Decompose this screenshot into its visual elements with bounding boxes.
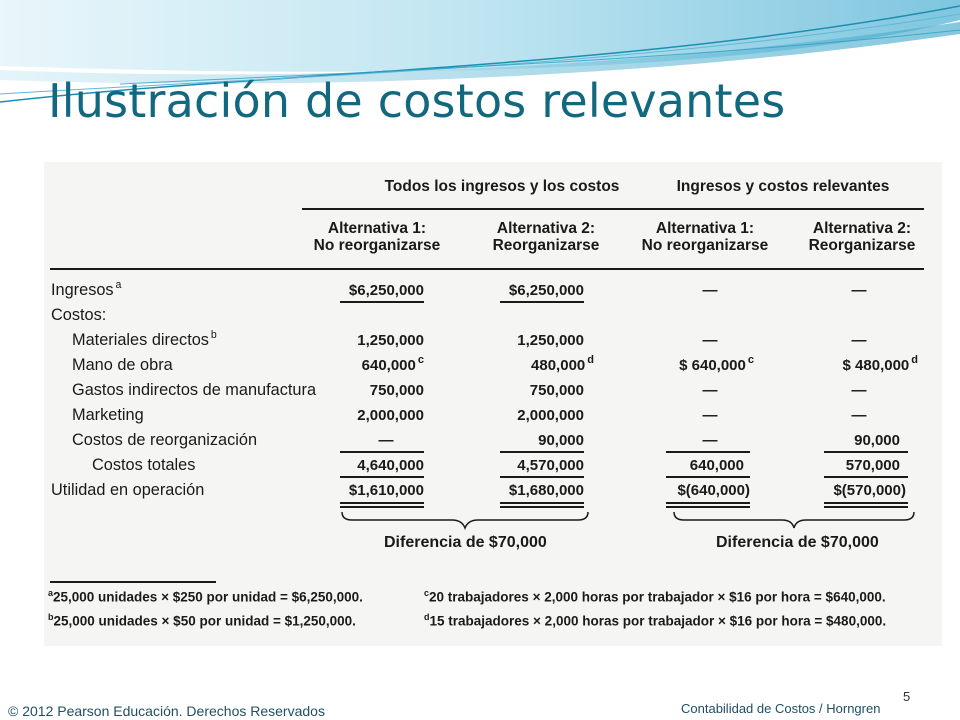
underline bbox=[500, 301, 584, 303]
cell: 750,000 bbox=[369, 382, 424, 399]
relevant-costs-table bbox=[44, 162, 942, 646]
underline bbox=[500, 451, 584, 453]
cell: $6,250,000 bbox=[508, 282, 584, 299]
row-label-ingresos: Ingresos $^a$ bbox=[51, 279, 122, 299]
col-header-2: Alternativa 2: Reorganizarse bbox=[492, 220, 600, 254]
row-label-utilidad: Utilidad en operación bbox=[51, 480, 205, 499]
underline bbox=[824, 476, 908, 478]
cell: $ 480,000 $^d$ bbox=[842, 354, 918, 374]
row-label-materiales: Materiales directos $^b$ bbox=[72, 329, 217, 349]
cell: — bbox=[702, 382, 718, 399]
col-header-1: Alternativa 1: No reorganizarse bbox=[313, 220, 441, 254]
cell: 1,250,000 bbox=[517, 332, 584, 349]
double-underline bbox=[666, 506, 750, 508]
header-rule bbox=[50, 268, 924, 270]
footnote-a: $^a$25,000 unidades × $250 por unidad = $6,250,000. bbox=[48, 588, 363, 605]
cell: — bbox=[702, 432, 718, 449]
double-underline bbox=[666, 502, 750, 504]
row-label-reorganizacion: Costos de reorganización bbox=[72, 430, 258, 449]
footnote-d: $^d$15 trabajadores × 2,000 horas por trabajador × $16 por hora = $480,000. bbox=[424, 612, 887, 629]
brace-left bbox=[340, 510, 590, 530]
footnote-rule bbox=[50, 581, 216, 583]
row-label-marketing: Marketing bbox=[72, 405, 144, 424]
difference-label: Diferencia de $70,000 bbox=[384, 534, 547, 551]
cell: $ 640,000 $^c$ bbox=[679, 354, 754, 374]
row-label-costos-totales: Costos totales bbox=[92, 455, 196, 474]
brace-right bbox=[672, 510, 916, 530]
footnote-b: $^b$25,000 unidades × $50 por unidad = $1,250,000. bbox=[48, 612, 356, 629]
cell: — bbox=[378, 432, 394, 449]
underline bbox=[500, 476, 584, 478]
cell: $1,610,000 bbox=[348, 482, 424, 499]
cell: $6,250,000 bbox=[348, 282, 424, 299]
cell: — bbox=[851, 382, 867, 399]
double-underline bbox=[824, 506, 908, 508]
double-underline bbox=[340, 506, 424, 508]
cell: — bbox=[851, 407, 867, 424]
cell: 90,000 bbox=[538, 432, 584, 449]
cell: — bbox=[702, 407, 718, 424]
underline bbox=[340, 451, 424, 453]
cell: 90,000 bbox=[854, 432, 900, 449]
cell: $(570,000) bbox=[833, 482, 906, 499]
cell: — bbox=[702, 332, 718, 349]
underline bbox=[666, 451, 750, 453]
slide-title: Ilustración de costos relevantes bbox=[48, 74, 786, 128]
cell: 4,640,000 bbox=[357, 457, 424, 474]
cell: 4,570,000 bbox=[517, 457, 584, 474]
underline bbox=[340, 301, 424, 303]
cell: 640,000 bbox=[689, 457, 744, 474]
row-label-gastos-indirectos: Gastos indirectos de manufactura bbox=[72, 380, 317, 399]
group-underline bbox=[630, 208, 924, 210]
underline bbox=[666, 476, 750, 478]
cell: 1,250,000 bbox=[357, 332, 424, 349]
difference-label: Diferencia de $70,000 bbox=[716, 534, 879, 551]
cell: $(640,000) bbox=[677, 482, 750, 499]
footer-copyright: © 2012 Pearson Educación. Derechos Reservados bbox=[8, 703, 325, 719]
cell: — bbox=[851, 332, 867, 349]
cell: 2,000,000 bbox=[517, 407, 584, 424]
cell: 2,000,000 bbox=[357, 407, 424, 424]
group-underline bbox=[302, 208, 632, 210]
double-underline bbox=[500, 502, 584, 504]
slide-number: 5 bbox=[903, 689, 911, 704]
cell: — bbox=[702, 282, 718, 299]
group-header-all: Todos los ingresos y los costos bbox=[384, 178, 620, 195]
cell: 480,000 $^d$ bbox=[531, 354, 594, 374]
double-underline bbox=[500, 506, 584, 508]
double-underline bbox=[824, 502, 908, 504]
row-label-costos: Costos: bbox=[51, 305, 107, 324]
double-underline bbox=[340, 502, 424, 504]
col-header-4: Alternativa 2: Reorganizarse bbox=[808, 220, 916, 254]
col-header-3: Alternativa 1: No reorganizarse bbox=[641, 220, 769, 254]
cell: — bbox=[851, 282, 867, 299]
row-label-mano-obra: Mano de obra bbox=[72, 355, 173, 374]
underline bbox=[824, 451, 908, 453]
cell: 570,000 bbox=[845, 457, 900, 474]
footer-book-title: Contabilidad de Costos / Horngren bbox=[681, 701, 881, 716]
underline bbox=[340, 476, 424, 478]
footnote-c: $^c$20 trabajadores × 2,000 horas por trabajador × $16 por hora = $640,000. bbox=[424, 588, 886, 605]
cell: 640,000 $^c$ bbox=[361, 354, 424, 374]
group-header-relevant: Ingresos y costos relevantes bbox=[676, 178, 890, 195]
cell: $1,680,000 bbox=[508, 482, 584, 499]
cell: 750,000 bbox=[529, 382, 584, 399]
